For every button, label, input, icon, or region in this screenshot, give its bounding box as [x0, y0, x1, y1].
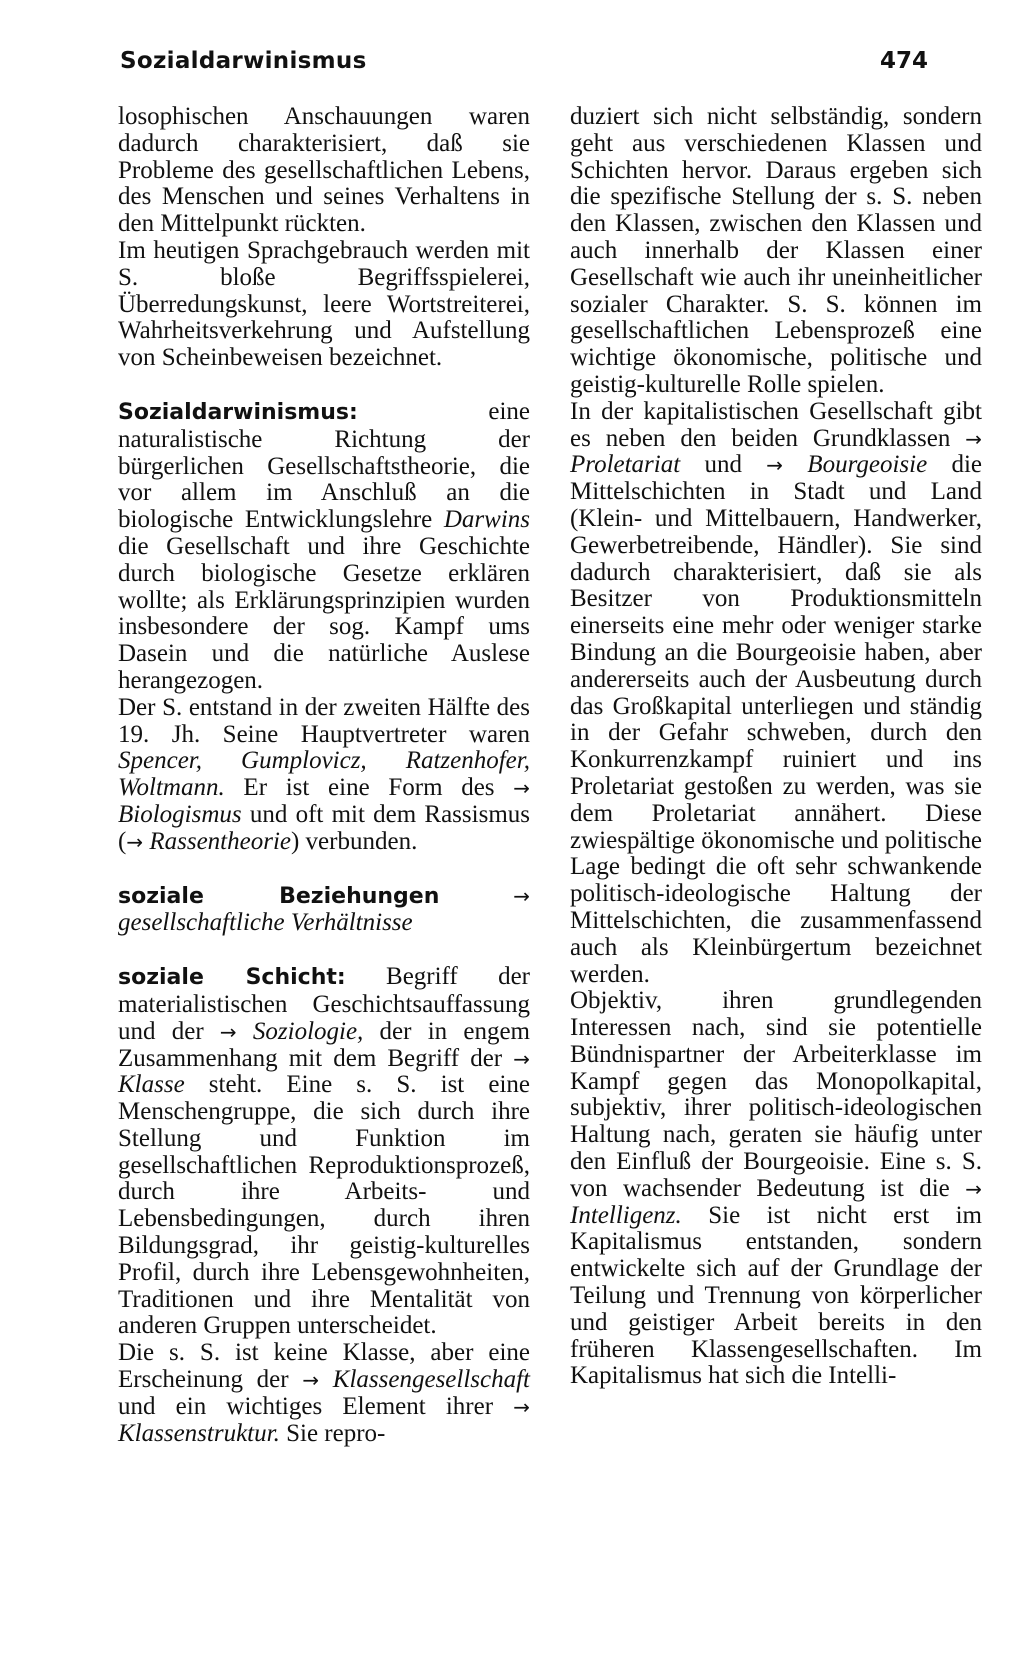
- entry-sozialdarwinismus: Sozialdarwinismus: eine naturalistische Richtung der bürgerlichen Gesellschaftstheorie, die vor allem im Anschluß an die biologische Entwicklungslehre Darwins die Gesellschaft und ihre Geschichte durch biologische Gesetze erklären wollte; als Erklärungsprinzipien wurden insbesondere der sog. Kampf ums Dasein und die natürliche Auslese herangezogen.: [118, 397, 530, 694]
- cross-reference[interactable]: Biologismus: [118, 800, 242, 828]
- arrow-icon: →: [513, 883, 530, 908]
- arrow-icon: →: [965, 1176, 982, 1201]
- cross-reference[interactable]: Rassentheorie: [149, 827, 291, 855]
- cross-reference[interactable]: Darwins: [443, 506, 530, 534]
- page-number: 474: [879, 48, 928, 74]
- cross-reference[interactable]: Bourgeoisie: [807, 451, 928, 479]
- arrow-icon: →: [513, 776, 530, 801]
- cross-reference[interactable]: Soziologie,: [252, 1017, 364, 1045]
- paragraph: Objektiv, ihren grundlegenden Interessen nach, sind sie potentielle Bündnispartner der Arbeiterklasse im Kampf gegen das Monopolkapital, subjektiv, ihrer politisch-ideologischen Haltung nach, geraten sie häufig unter den Einfluß der Bourgeoisie. Eine s. S. von wachsender Bedeutung ist die → Intelligenz. Sie ist nicht erst im Kapitalismus entstanden, sondern entwickelte sich auf der Grundlage der Teilung und Trennung von körperlicher und geistiger Arbeit bereits in den früheren Klassengesellschaften. Im Kapitalismus hat sich die Intelli-: [570, 987, 982, 1390]
- cross-reference: Spencer, Gumplovicz, Ratzenhofer, Woltmann.: [118, 747, 530, 802]
- right-column: [570, 104, 982, 1390]
- arrow-icon: →: [219, 1019, 237, 1044]
- running-head: Sozialdarwinismus: [120, 48, 367, 74]
- paragraph: Im heutigen Sprachgebrauch werden mit S. bloße Begriffsspielerei, Überredungskunst, leere Wortstreiterei, Wahrheitsverkehrung und Aufstellung von Scheinbeweisen bezeichnet.: [118, 236, 530, 372]
- arrow-icon: →: [302, 1368, 320, 1393]
- arrow-icon: →: [965, 426, 982, 451]
- paragraph: duziert sich nicht selbständig, sondern geht aus verschiedenen Klassen und Schichten hervor. Daraus ergeben sich die spezifische Stellung der s. S. neben den Klassen, zwischen den Klassen und auch innerhalb der Klassen einer Gesellschaft wie auch ihr uneinheitlicher sozialer Charakter. S. S. können im gesellschaftlichen Lebensprozeß eine wichtige ökonomische, politische und geistig-kulturelle Rolle spielen.: [570, 103, 982, 398]
- headword: soziale Beziehungen: [118, 883, 440, 909]
- paragraph: Die s. S. ist keine Klasse, aber eine Erscheinung der → Klassengesellschaft und ein wichtiges Element ihrer → Klassenstruktur. Sie repro-: [118, 1339, 531, 1447]
- arrow-icon: →: [126, 829, 144, 854]
- page-header: [120, 48, 928, 88]
- cross-reference[interactable]: Klassenstruktur.: [118, 1419, 280, 1447]
- entry-soziale-beziehungen: [118, 883, 530, 938]
- headword: Sozialdarwinismus:: [118, 399, 358, 425]
- cross-reference[interactable]: Proletariat: [570, 451, 681, 479]
- left-column: [118, 104, 530, 1447]
- cross-reference[interactable]: Klasse: [118, 1071, 185, 1099]
- cross-reference[interactable]: Intelligenz.: [570, 1201, 682, 1229]
- cross-reference[interactable]: Klassengesellschaft: [332, 1366, 531, 1394]
- paragraph: losophischen Anschauungen waren dadurch charakterisiert, daß sie Probleme des gesellschaftlichen Lebens, des Menschen und seines Verhaltens in den Mittelpunkt rückten.: [118, 103, 530, 238]
- entry-soziale-schicht: soziale Schicht: Begriff der materialistischen Geschichtsauffassung und der → Soziologie, der in engem Zusammenhang mit dem Begriff der → Klasse steht. Eine s. S. ist eine Menschengruppe, die sich durch ihre Stellung und Funktion im gesellschaftlichen Reproduktionsprozeß, durch ihre Arbeits- und Lebensbedingungen, durch ihren Bildungsgrad, ihr geistig-kulturelles Profil, durch ihre Lebensgewohnheiten, Traditionen und ihre Mentalität von anderen Gruppen unterscheidet.: [118, 963, 531, 1340]
- arrow-icon: →: [766, 453, 784, 478]
- arrow-icon: →: [513, 1394, 530, 1419]
- cross-reference[interactable]: gesellschaftliche Verhältnisse: [118, 909, 413, 937]
- arrow-icon: →: [513, 1046, 530, 1071]
- paragraph: Der S. entstand in der zweiten Hälfte des 19. Jh. Seine Hauptvertreter waren Spencer, Gumplovicz, Ratzenhofer, Woltmann. Er ist eine Form des → Biologismus und oft mit dem Rassismus (→ Rassentheorie) verbunden.: [118, 693, 530, 855]
- headword: soziale Schicht:: [118, 965, 346, 991]
- paragraph: In der kapitalistischen Gesellschaft gibt es neben den beiden Grundklassen → Proletariat und → Bourgeoisie die Mittelschichten in Stadt und Land (Klein- und Mittelbauern, Handwerker, Gewerbetreibende, Händler). Sie sind dadurch charakterisiert, daß sie als Besitzer von Produktionsmitteln einerseits eine mehr oder weniger starke Bindung an die Bourgeoisie haben, aber andererseits auch der Ausbeutung durch das Großkapital unterliegen und ständig in der Gefahr schweben, durch den Konkurrenzkampf ruiniert und ins Proletariat gestoßen zu werden, was sie dem Proletariat annähert. Diese zwiespältige ökonomische und politische Lage bedingt die oft sehr schwankende politisch-ideologische Haltung der Mittelschichten, die zusammenfassend auch als Kleinbürgertum bezeichnet werden.: [570, 397, 983, 988]
